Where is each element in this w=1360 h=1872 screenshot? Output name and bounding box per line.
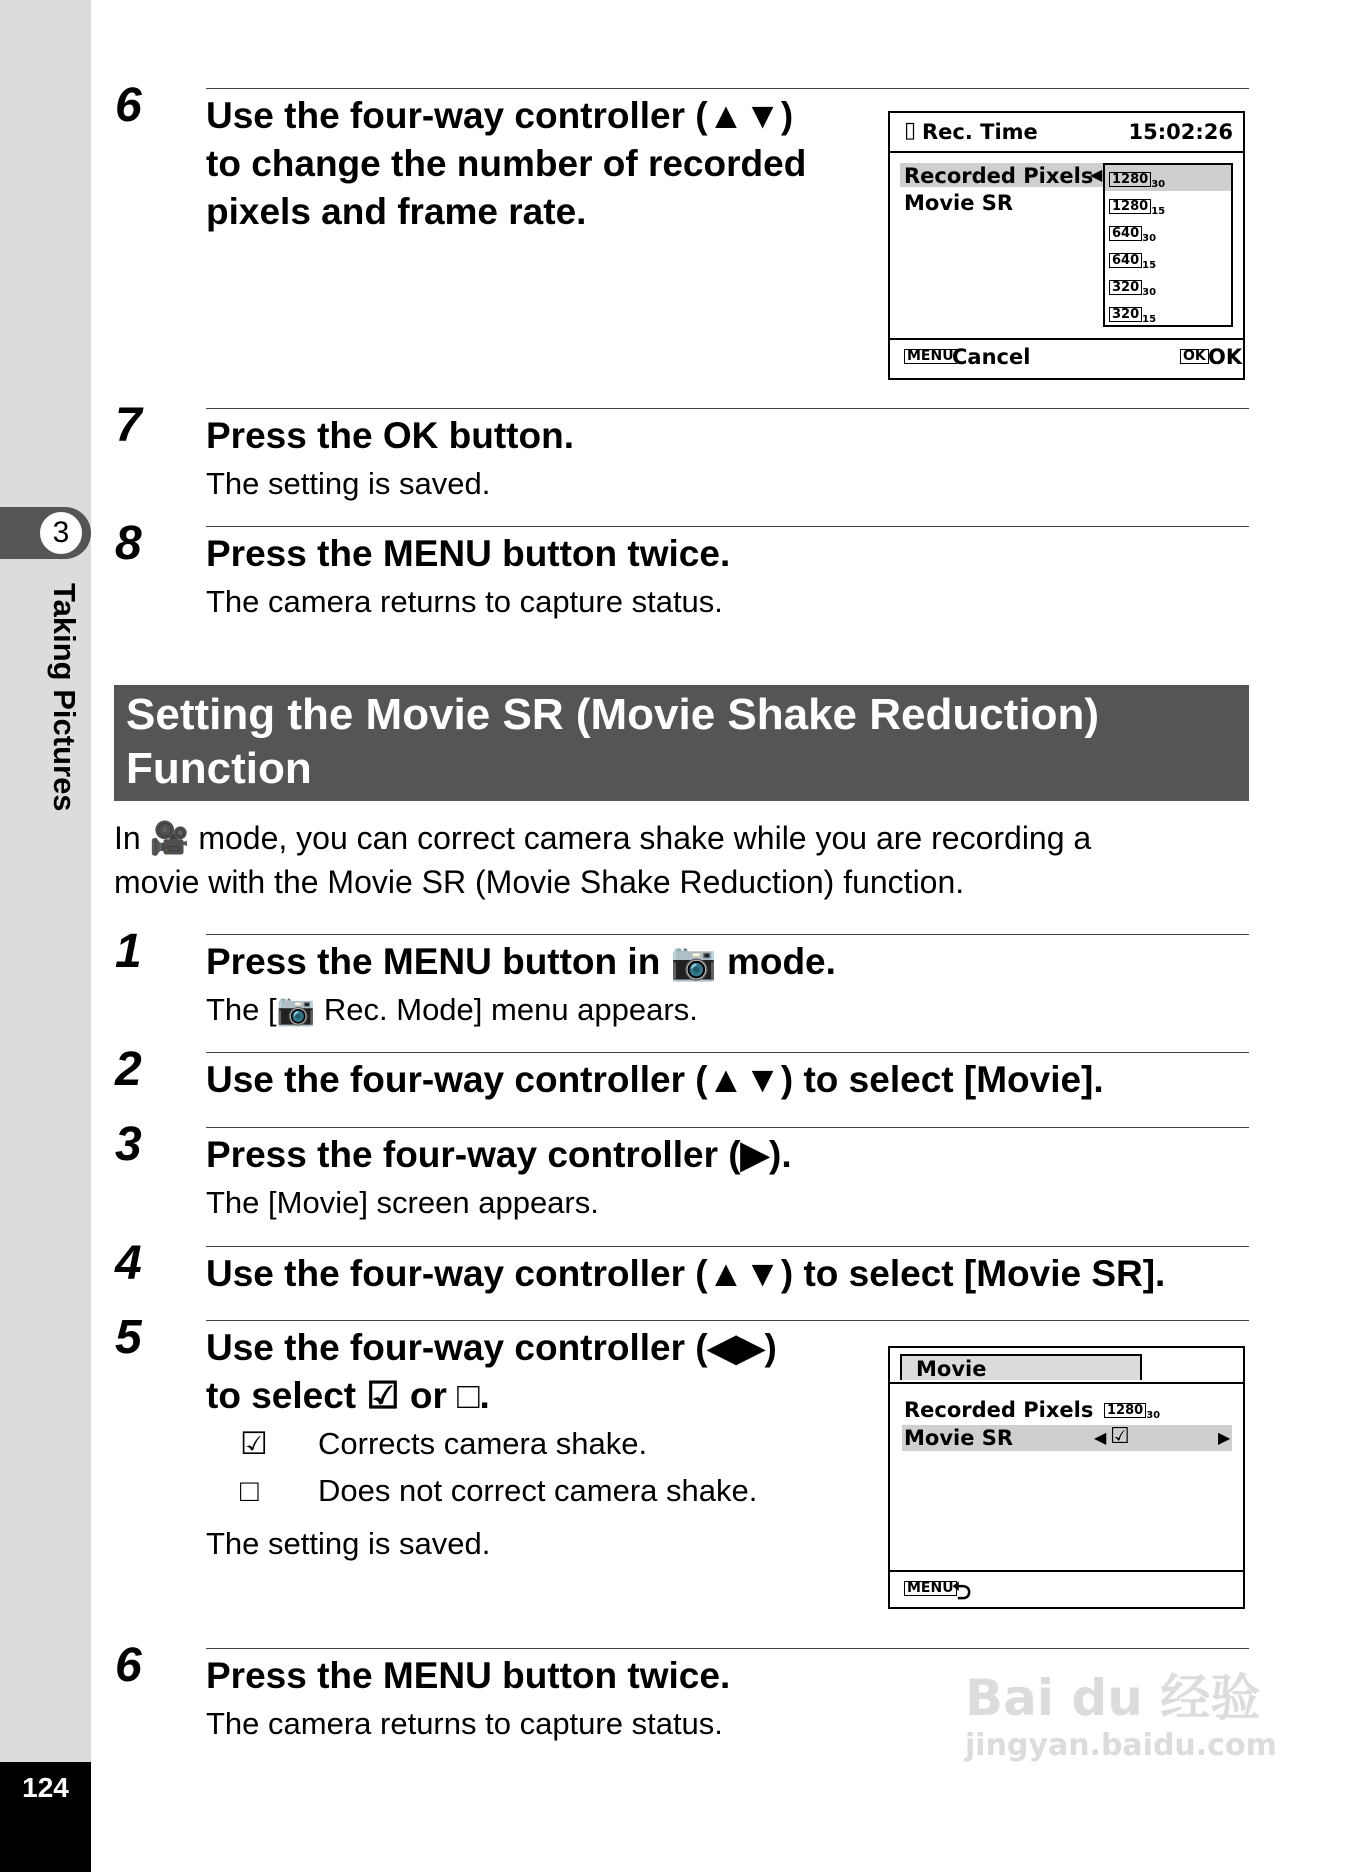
step-title: Press the MENU button twice. <box>206 533 731 574</box>
option-640-15[interactable]: 640 $_{15}$ <box>1109 249 1156 271</box>
step-number: 1 <box>115 925 142 978</box>
option-320-15[interactable]: 320 $_{15}$ <box>1109 303 1156 325</box>
camera-screen-recorded-pixels <box>888 111 1245 380</box>
step-number: 6 <box>115 79 142 132</box>
step-title-line: pixels and frame rate. <box>206 191 587 232</box>
camera-icon: 📷 <box>670 941 717 982</box>
step-title-line: Use the four-way controller (▲▼) <box>206 95 794 136</box>
divider <box>206 934 1249 935</box>
tab-movie[interactable]: Movie <box>900 1354 1142 1380</box>
option-description: Corrects camera shake. <box>318 1426 648 1461</box>
step-number: 4 <box>115 1237 142 1290</box>
sidebar <box>0 0 91 1872</box>
checked-symbol: ☑ <box>240 1426 268 1461</box>
camera-icon: 📷 <box>276 992 316 1027</box>
divider <box>206 1246 1249 1247</box>
ok-key-icon: OK <box>1180 349 1209 364</box>
option-1280-30[interactable]: 1280 $_{30}$ <box>1109 168 1165 190</box>
menu-key-icon: MENU <box>904 1581 957 1596</box>
divider <box>206 1127 1249 1128</box>
section-intro: In 🎥 mode, you can correct camera shake while you are recording a movie with the Movie SR (Movie Shake Reduction) function. <box>114 820 1092 900</box>
memory-card-icon: ▯ <box>904 118 917 143</box>
section-title: Setting the Movie SR (Movie Shake Reduction) Function <box>126 690 1100 793</box>
step-number: 6 <box>115 1639 142 1692</box>
rec-time-label: Rec. Time <box>922 120 1038 144</box>
option-description: Does not correct camera shake. <box>318 1473 758 1508</box>
step-title: Use the four-way controller (▲▼) to select [Movie SR]. <box>206 1253 1166 1294</box>
step-number: 5 <box>115 1311 142 1364</box>
page-number: 124 <box>22 1772 69 1803</box>
right-arrow-icon: ▶ <box>1218 1428 1231 1447</box>
baidu-watermark: Bai du 经验 jingyan.baidu.com <box>965 1669 1277 1763</box>
options-list <box>1103 163 1233 327</box>
divider <box>206 1052 1249 1053</box>
chapter-title: Taking Pictures <box>47 583 82 812</box>
rec-time-value: 15:02:26 <box>1128 120 1233 144</box>
left-arrow-icon: ◀ <box>1090 165 1103 184</box>
left-arrow-icon: ◀ <box>1094 1428 1107 1447</box>
camera-screen-movie <box>888 1346 1245 1609</box>
step-number: 3 <box>115 1118 142 1171</box>
step-title-line: Use the four-way controller (◀▶) <box>206 1327 777 1368</box>
divider <box>206 1648 1249 1649</box>
step-title: Press the OK button. <box>206 415 574 456</box>
step-title: Use the four-way controller (▲▼) to select [Movie]. <box>206 1059 1104 1100</box>
divider <box>206 88 1249 89</box>
step-body: The [Movie] screen appears. <box>206 1185 599 1220</box>
divider <box>206 408 1249 409</box>
step-number: 8 <box>115 517 142 570</box>
option-640-30[interactable]: 640 $_{30}$ <box>1109 222 1156 244</box>
option-1280-15[interactable]: 1280 $_{15}$ <box>1109 195 1165 217</box>
chapter-number: 3 <box>38 510 84 556</box>
menu-row-recorded-pixels: Recorded Pixels <box>904 1398 1094 1422</box>
option-320-30[interactable]: 320 $_{30}$ <box>1109 276 1156 298</box>
cancel-label[interactable]: Cancel <box>952 345 1031 369</box>
checkbox-checked-icon[interactable]: ☑ <box>1110 1424 1130 1449</box>
back-icon[interactable]: ⮌ <box>952 1577 972 1605</box>
menu-row-movie-sr: Movie SR <box>904 191 1014 215</box>
step-body: The camera returns to capture status. <box>206 1706 723 1741</box>
menu-row-movie-sr[interactable]: Movie SR <box>904 1426 1014 1450</box>
ok-label[interactable]: OK <box>1208 345 1243 369</box>
step-number: 7 <box>115 399 142 452</box>
divider <box>206 1320 1249 1321</box>
movie-mode-icon: 🎥 <box>149 820 190 856</box>
menu-row-recorded-pixels: Recorded Pixels <box>904 164 1094 188</box>
step-body: The setting is saved. <box>206 1526 491 1561</box>
menu-key-icon: MENU <box>904 349 957 364</box>
divider <box>206 526 1249 527</box>
pixels-value-icon: 1280 $_{30}$ <box>1104 1399 1160 1421</box>
step-body: The [📷 Rec. Mode] menu appears. <box>206 992 698 1027</box>
step-body: The setting is saved. <box>206 466 491 501</box>
step-title: Press the MENU button in 📷 mode. <box>206 941 836 982</box>
step-title: Press the four-way controller (▶). <box>206 1134 792 1175</box>
step-title-line: to select ☑ or □. <box>206 1375 490 1416</box>
step-body: The camera returns to capture status. <box>206 584 723 619</box>
unchecked-symbol: □ <box>240 1473 259 1508</box>
step-title: Press the MENU button twice. <box>206 1655 731 1696</box>
step-title-line: to change the number of recorded <box>206 143 807 184</box>
step-number: 2 <box>115 1043 142 1096</box>
